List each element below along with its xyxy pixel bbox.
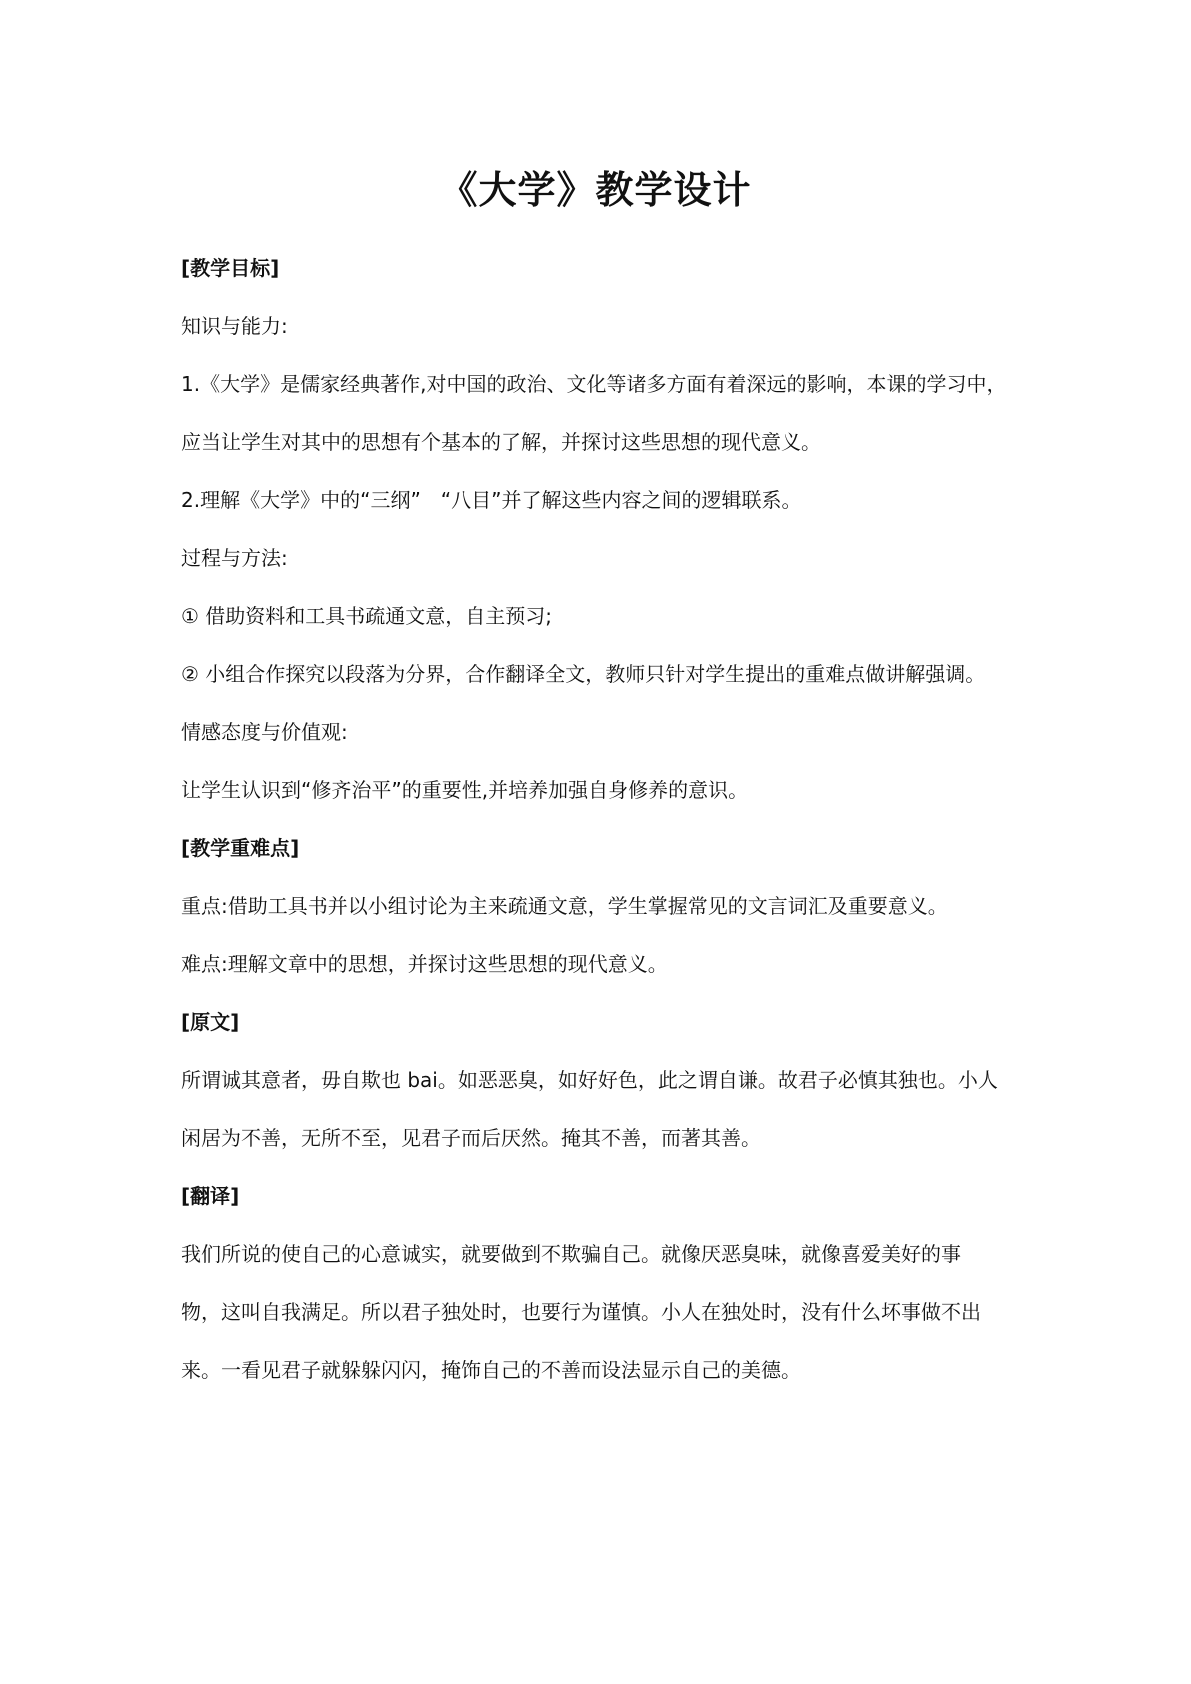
knowledge-label: 知识与能力: xyxy=(181,314,288,338)
attitude-text: 让学生认识到“修齐治平”的重要性,并培养加强自身修养的意识。 xyxy=(181,778,749,802)
original-line-2: 闲居为不善，无所不至，见君子而后厌然。掩其不善，而著其善。 xyxy=(181,1126,761,1150)
translation-line-3: 来。一看见君子就躲躲闪闪，掩饰自己的不善而设法显示自己的美德。 xyxy=(181,1358,801,1382)
original-line-1: 所谓诚其意者，毋自欺也 bai。如恶恶臭，如好好色，此之谓自谦。故君子必慎其独也。小人 xyxy=(181,1068,998,1092)
keypoints-heading: [教学重难点] xyxy=(181,836,300,860)
attitude-label: 情感态度与价值观: xyxy=(181,720,348,744)
process-item-1: ① 借助资料和工具书疏通文意，自主预习; xyxy=(181,604,553,628)
process-item-2: ② 小组合作探究以段落为分界，合作翻译全文，教师只针对学生提出的重难点做讲解强调。 xyxy=(181,662,986,686)
keypoint-text: 重点:借助工具书并以小组讨论为主来疏通文意，学生掌握常见的文言词汇及重要意义。 xyxy=(181,894,948,918)
translation-heading: [翻译] xyxy=(181,1184,240,1208)
goal2: 2.理解《大学》中的“三纲” “八目”并了解这些内容之间的逻辑联系。 xyxy=(181,488,802,512)
goals-heading: [教学目标] xyxy=(181,256,280,280)
document-title: 《大学》教学设计 xyxy=(439,168,752,212)
goal1-line2: 应当让学生对其中的思想有个基本的了解，并探讨这些思想的现代意义。 xyxy=(181,430,821,454)
goal1-line1: 1.《大学》是儒家经典著作,对中国的政治、文化等诸多方面有着深远的影响，本课的学习中， xyxy=(181,372,1007,396)
process-label: 过程与方法: xyxy=(181,546,288,570)
difficulty-text: 难点:理解文章中的思想，并探讨这些思想的现代意义。 xyxy=(181,952,668,976)
original-heading: [原文] xyxy=(181,1010,240,1034)
translation-line-1: 我们所说的使自己的心意诚实，就要做到不欺骗自己。就像厌恶臭味，就像喜爱美好的事 xyxy=(181,1242,961,1266)
translation-line-2: 物，这叫自我满足。所以君子独处时，也要行为谨慎。小人在独处时，没有什么坏事做不出 xyxy=(181,1300,981,1324)
